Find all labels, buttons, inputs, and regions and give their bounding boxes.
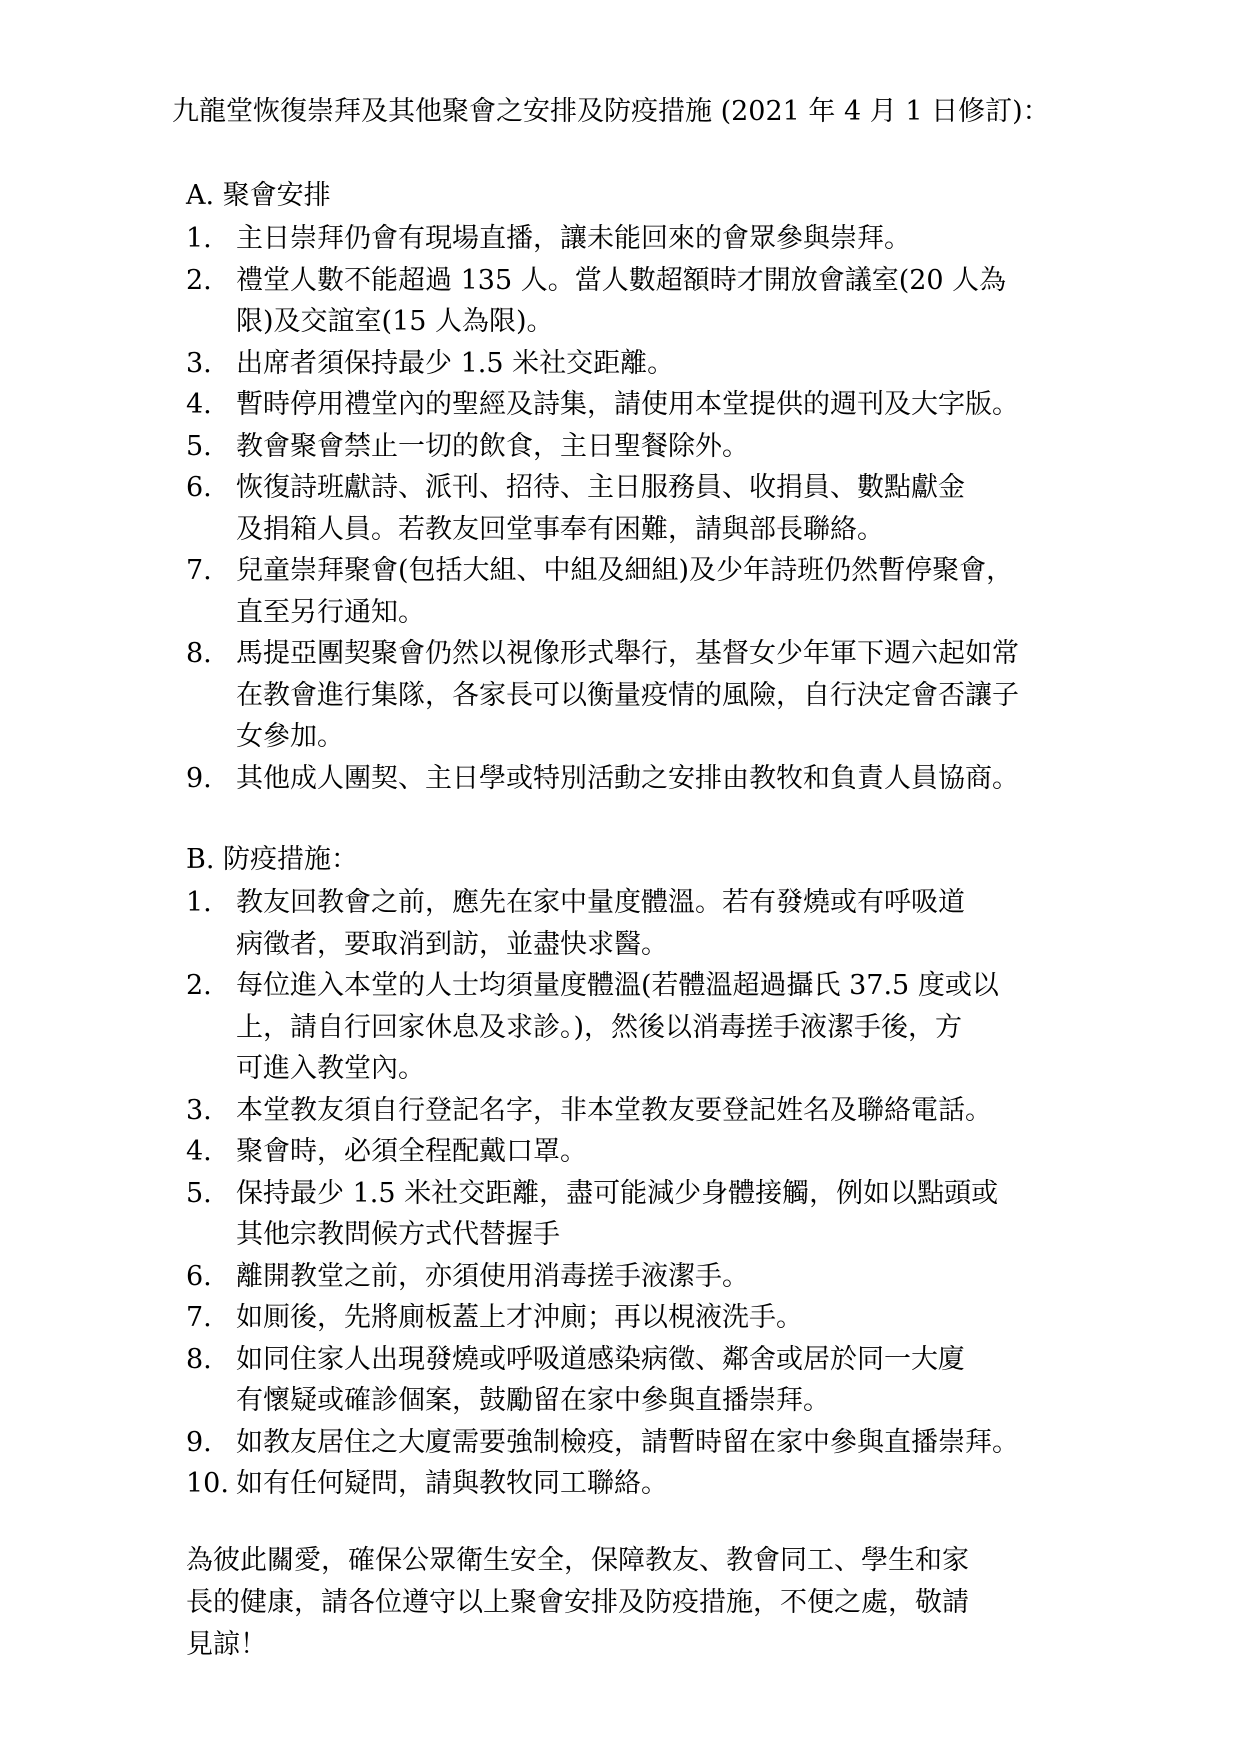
list-item (186, 1422, 1186, 1464)
list-item-line: 本堂教友須自行登記名字，非本堂教友要登記姓名及聯絡電話。 (236, 1094, 992, 1126)
list-item-number: 7. (186, 1302, 212, 1333)
list-item-line: 如教友居住之大廈需要強制檢疫，請暫時留在家中參與直播崇拜。 (236, 1426, 1019, 1458)
list-item-text (236, 260, 1186, 343)
list-item-line: 其他宗教問候方式代替握手 (236, 1219, 560, 1250)
list-item-text (236, 882, 1186, 965)
list-item (186, 965, 1186, 1090)
list-item-line: 及捐箱人員。若教友回堂事奉有困難，請與部長聯絡。 (236, 513, 884, 545)
list-item-number: 6. (186, 472, 212, 503)
list-item-line: 暫時停用禮堂內的聖經及詩集，請使用本堂提供的週刊及大字版。 (236, 389, 1019, 420)
list-item (186, 260, 1186, 343)
list-item-line: 女參加。 (236, 721, 344, 752)
list-item-line: 其他成人團契、主日學或特別活動之安排由教牧和負責人員協商。 (236, 762, 1019, 794)
list-item-text (236, 1256, 1186, 1298)
list-item-text (236, 218, 1186, 260)
list-item-line: 如厠後，先將廁板蓋上才沖廁；再以梘液洗手。 (236, 1302, 803, 1333)
list-item-line: 病徵者，要取消到訪，並盡快求醫。 (236, 928, 668, 960)
list-item-line: 禮堂人數不能超過 135 人。當人數超額時才開放會議室(20 人為 (236, 264, 1007, 296)
list-item-text (236, 1173, 1186, 1256)
list-item-line: 出席者須保持最少 1.5 米社交距離。 (236, 347, 675, 379)
list-item-text (236, 343, 1186, 385)
list-item-line: 每位進入本堂的人士均須量度體溫(若體溫超過攝氏 37.5 度或以 (236, 970, 999, 1001)
list-item (186, 550, 1186, 633)
list-item-number: 7. (186, 555, 212, 586)
list-item-text (236, 1463, 1186, 1505)
list-item-number: 9. (186, 762, 212, 794)
section-a-heading: A. 聚會安排 (186, 180, 331, 211)
list-item (186, 1256, 1186, 1298)
list-item-text (236, 758, 1186, 800)
list-item-number: 3. (186, 347, 212, 379)
list-item (186, 1297, 1186, 1339)
list-item-line: 馬提亞團契聚會仍然以視像形式舉行，基督女少年軍下週六起如常 (236, 638, 1019, 669)
list-item-line: 聚會時，必須全程配戴口罩。 (236, 1136, 587, 1167)
list-item (186, 633, 1186, 758)
list-item-number: 5. (186, 1177, 212, 1209)
closing-paragraph (186, 1540, 1186, 1666)
list-item (186, 343, 1186, 385)
list-item (186, 1173, 1186, 1256)
list-item-number: 5. (186, 430, 212, 462)
list-item-number: 3. (186, 1094, 212, 1126)
list-item-line: 離開教堂之前，亦須使用消毒搓手液潔手。 (236, 1260, 749, 1292)
closing-line: 長的健康，請各位遵守以上聚會安排及防疫措施，不便之處，敬請 (186, 1587, 969, 1618)
list-item (186, 758, 1186, 800)
list-item-text (236, 550, 1186, 633)
document-title: 九龍堂恢復崇拜及其他聚會之安排及防疫措施 (2021 年 4 月 1 日修訂)： (172, 96, 1050, 127)
list-item-text (236, 633, 1186, 758)
list-item-line: 主日崇拜仍會有現場直播，讓未能回來的會眾參與崇拜。 (236, 223, 911, 254)
list-item-number: 9. (186, 1426, 212, 1458)
list-item (186, 1090, 1186, 1132)
list-item-line: 直至另行通知。 (236, 596, 425, 628)
list-item-number: 10. (186, 1468, 229, 1499)
list-item-number: 8. (186, 638, 212, 669)
list-item (186, 1131, 1186, 1173)
list-item (186, 467, 1186, 550)
list-item-number: 1. (186, 887, 212, 918)
list-item (186, 1463, 1186, 1505)
list-item (186, 384, 1186, 426)
section-prevention-measures (186, 840, 1186, 1505)
list-item (186, 882, 1186, 965)
list-item-line: 教會聚會禁止一切的飲食，主日聖餐除外。 (236, 430, 749, 462)
list-item-text (236, 467, 1186, 550)
list-item-line: 教友回教會之前，應先在家中量度體溫。若有發燒或有呼吸道 (236, 887, 965, 918)
list-item-line: 兒童崇拜聚會(包括大組、中組及細組)及少年詩班仍然暫停聚會， (236, 555, 1014, 586)
list-item (186, 1339, 1186, 1422)
list-item-text (236, 1090, 1186, 1132)
list-item-number: 1. (186, 223, 212, 254)
closing-line: 為彼此關愛，確保公眾衛生安全，保障教友、教會同工、學生和家 (186, 1545, 969, 1576)
list-item-line: 有懷疑或確診個案，鼓勵留在家中參與直播崇拜。 (236, 1385, 830, 1416)
list-item-text (236, 1339, 1186, 1422)
list-item-text (236, 384, 1186, 426)
list-item-line: 限)及交誼室(15 人為限)。 (236, 306, 554, 337)
list-item-text (236, 1422, 1186, 1464)
list-item-text (236, 1131, 1186, 1173)
list-item-text (236, 965, 1186, 1090)
list-item-number: 8. (186, 1343, 212, 1375)
list-item-line: 在教會進行集隊，各家長可以衡量疫情的風險，自行決定會否讓子 (236, 679, 1019, 711)
list-item-number: 6. (186, 1260, 212, 1292)
section-a-list (186, 218, 1186, 799)
list-item-line: 保持最少 1.5 米社交距離，盡可能減少身體接觸，例如以點頭或 (236, 1177, 999, 1209)
list-item (186, 426, 1186, 468)
list-item-number: 4. (186, 1136, 212, 1167)
list-item-line: 可進入教堂內。 (236, 1053, 425, 1084)
list-item-line: 如同住家人出現發燒或呼吸道感染病徵、鄰舍或居於同一大廈 (236, 1343, 965, 1375)
list-item (186, 218, 1186, 260)
list-item-line: 恢復詩班獻詩、派刊、招待、主日服務員、收捐員、數點獻金 (236, 472, 965, 503)
list-item-number: 4. (186, 389, 212, 420)
list-item-number: 2. (186, 970, 212, 1001)
list-item-number: 2. (186, 264, 212, 296)
section-gathering-arrangements (186, 176, 1186, 799)
list-item-text (236, 426, 1186, 468)
list-item-text (236, 1297, 1186, 1339)
section-b-heading: B. 防疫措施： (186, 844, 359, 875)
list-item-line: 上，請自行回家休息及求診。)，然後以消毒搓手液潔手後，方 (236, 1011, 963, 1043)
section-b-list (186, 882, 1186, 1505)
list-item-line: 如有任何疑問，請與教牧同工聯絡。 (236, 1468, 668, 1499)
closing-line: 見諒！ (186, 1629, 267, 1660)
